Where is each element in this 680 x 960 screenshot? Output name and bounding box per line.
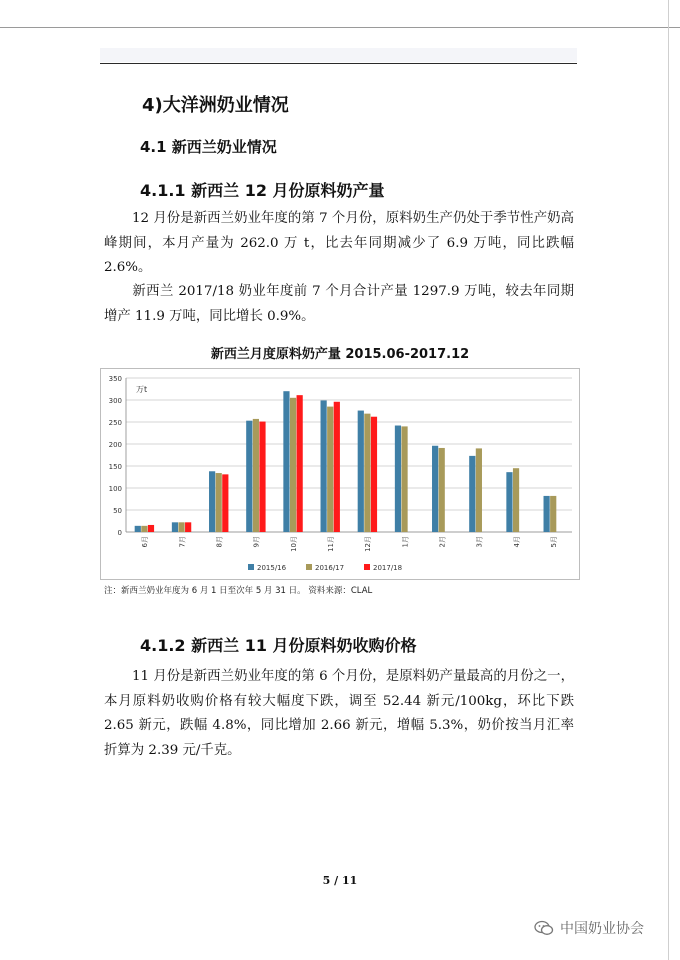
x-tick-label: 7月	[178, 536, 187, 548]
x-tick-label: 2月	[438, 536, 447, 548]
y-unit-label: 万t	[136, 385, 148, 394]
bar	[185, 522, 191, 532]
watermark-text: 中国奶业协会	[560, 921, 644, 937]
x-tick-label: 9月	[252, 536, 261, 548]
bar	[432, 446, 438, 532]
bar	[297, 395, 303, 532]
bar	[395, 426, 401, 532]
page-number: 5 / 11	[322, 874, 358, 887]
y-tick-label: 0	[117, 529, 122, 537]
bar	[135, 526, 141, 532]
wechat-icon	[534, 920, 554, 936]
bar	[321, 400, 327, 532]
x-tick-label: 12月	[364, 536, 373, 552]
bar	[148, 525, 154, 532]
y-tick-label: 150	[108, 463, 122, 471]
y-tick-label: 350	[108, 375, 122, 383]
paragraph-text: 11 月份是新西兰奶业年度的第 6 个月份，是原料奶产量最高的月份之一，本月原料奶收购价格有较大幅度下跌，调至 52.44 新元/100kg，环比下跌 2.65 新元，跌幅 4.8%，同比增加 2.66 新元，增幅 5.3%，奶价按当月汇率折算为 2.39 元/千克。	[104, 669, 574, 758]
bar	[358, 411, 364, 532]
bar	[334, 402, 340, 532]
subsub-heading-price: 4.1.2 新西兰 11 月份原料奶收购价格	[140, 636, 417, 655]
bar	[141, 526, 147, 532]
paragraph-season-total	[104, 280, 574, 329]
bar	[371, 417, 377, 532]
bar	[513, 468, 519, 532]
bar	[222, 474, 228, 532]
bar	[439, 448, 445, 532]
bar	[283, 391, 289, 532]
bar	[209, 471, 215, 532]
bar	[364, 414, 370, 532]
y-tick-label: 100	[108, 485, 122, 493]
y-tick-label: 300	[108, 397, 122, 405]
legend-swatch	[306, 564, 312, 570]
bar	[506, 472, 512, 532]
x-tick-label: 8月	[215, 536, 224, 548]
x-tick-label: 4月	[512, 536, 521, 548]
bar	[476, 448, 482, 532]
x-tick-label: 10月	[289, 536, 298, 552]
x-tick-label: 1月	[401, 536, 410, 548]
bar	[327, 407, 333, 532]
paragraph-december-production	[104, 207, 574, 281]
bar	[550, 496, 556, 532]
page-header-band	[100, 48, 577, 62]
sub-heading: 4.1 新西兰奶业情况	[140, 138, 277, 156]
bar	[469, 456, 475, 532]
legend-swatch	[364, 564, 370, 570]
bar	[290, 398, 296, 532]
page-edge-shadow	[668, 0, 669, 960]
legend-label: 2017/18	[373, 564, 403, 572]
wechat-watermark	[534, 918, 644, 938]
page-header-rule	[100, 63, 577, 64]
section-heading: 4)大洋洲奶业情况	[142, 95, 289, 116]
chart-source-note: 注：新西兰奶业年度为 6 月 1 日至次年 5 月 31 日。 资料来源：CLAL	[104, 586, 373, 596]
subsub-heading-production: 4.1.1 新西兰 12 月份原料奶产量	[140, 181, 385, 200]
chart-title: 新西兰月度原料奶产量 2015.06-2017.12	[210, 347, 470, 362]
bar	[246, 421, 252, 532]
x-tick-label: 5月	[549, 536, 558, 548]
bar	[216, 473, 222, 532]
window-top-rule	[0, 27, 680, 28]
paragraph-text: 12 月份是新西兰奶业年度的第 7 个月份，原料奶生产仍处于季节性产奶高峰期间，本月产量为 262.0 万 t，比去年同期减少了 6.9 万吨，同比跌幅 2.6%。	[104, 211, 574, 275]
bar	[172, 522, 178, 532]
legend-swatch	[248, 564, 254, 570]
y-tick-label: 200	[108, 441, 122, 449]
x-tick-label: 6月	[141, 536, 150, 548]
milk-production-bar-chart	[100, 368, 580, 580]
y-tick-label: 250	[108, 419, 122, 427]
paragraph-text: 新西兰 2017/18 奶业年度前 7 个月合计产量 1297.9 万吨，较去年同期增产 11.9 万吨，同比增长 0.9%。	[104, 284, 574, 324]
bar	[544, 496, 550, 532]
bar	[178, 522, 184, 532]
x-tick-label: 11月	[326, 536, 335, 552]
y-tick-label: 50	[113, 507, 122, 515]
legend-label: 2016/17	[315, 564, 345, 572]
legend-label: 2015/16	[257, 564, 287, 572]
bar	[253, 419, 259, 532]
x-tick-label: 3月	[475, 536, 484, 548]
bar	[401, 426, 407, 532]
paragraph-november-price	[104, 665, 574, 763]
bar	[259, 422, 265, 532]
